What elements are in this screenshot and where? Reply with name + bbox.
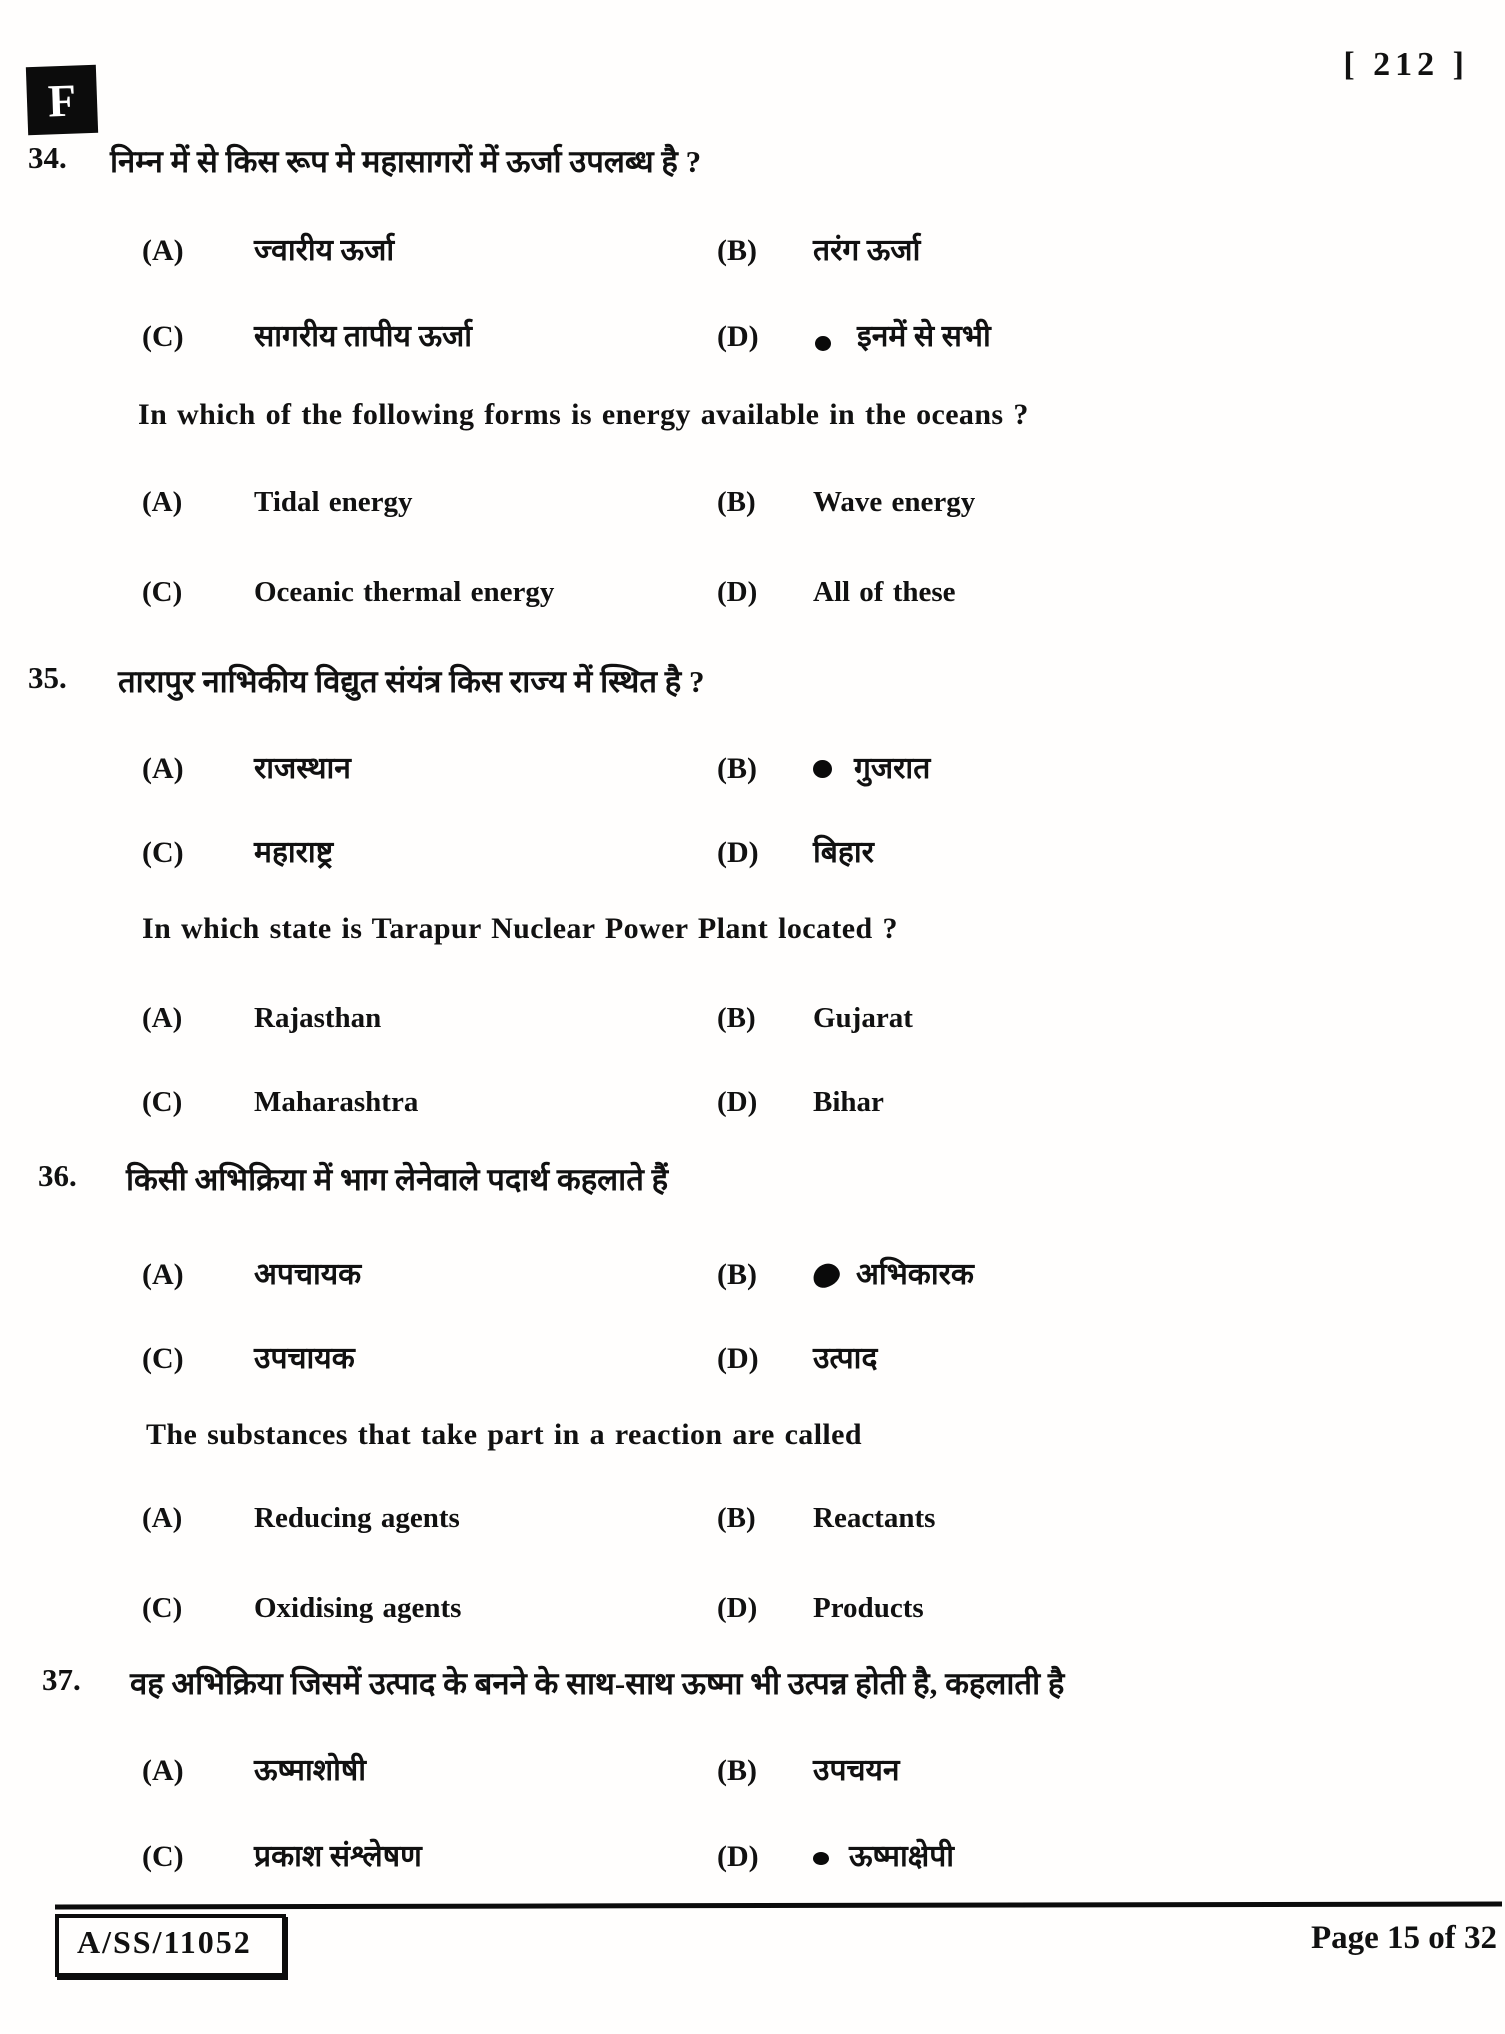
option-cell — [813, 1252, 1485, 1293]
option-text: Rajasthan — [254, 1002, 382, 1034]
booklet-number: [ 212 ] — [1343, 46, 1469, 83]
option-label: (D) — [717, 1086, 758, 1118]
answer-mark-icon — [815, 336, 831, 351]
question-35-hindi-options-row-1 — [142, 746, 1485, 798]
option-text: Oceanic thermal energy — [254, 576, 555, 608]
option-label: (D) — [717, 836, 759, 869]
question-34-english-options-row-1 — [142, 486, 1485, 538]
option-label: (B) — [717, 1502, 756, 1534]
question-36-hindi-text-row — [0, 1158, 1505, 1210]
option-label: (D) — [717, 1592, 758, 1624]
question-number: 37. — [42, 1662, 81, 1697]
question-36-hindi-options-row-2 — [142, 1336, 1485, 1388]
option-text: उत्पाद — [813, 1342, 878, 1375]
option-label: (B) — [717, 234, 757, 267]
option-label: (D) — [717, 1342, 759, 1375]
question-34-english-text-row — [0, 398, 1505, 450]
option-text: बिहार — [813, 836, 874, 869]
option-label: (D) — [717, 1840, 759, 1873]
option-label: (C) — [142, 1592, 183, 1624]
option-label: (B) — [717, 1002, 756, 1034]
question-number: 35. — [28, 660, 67, 695]
option-label: (A) — [142, 1258, 184, 1291]
form-code-label: F — [47, 74, 77, 126]
question-37-hindi-options-row-2 — [142, 1834, 1485, 1886]
footer-divider-line — [55, 1901, 1502, 1909]
option-text: Reducing agents — [254, 1502, 460, 1534]
option-text: Wave energy — [813, 486, 976, 518]
question-37-hindi-options-row-1 — [142, 1748, 1485, 1800]
question-text-hindi: तारापुर नाभिकीय विद्युत संयंत्र किस राज्य में स्थित है ? — [118, 664, 705, 699]
option-text: Products — [813, 1592, 924, 1624]
option-text: All of these — [813, 576, 956, 608]
option-text: Reactants — [813, 1502, 936, 1534]
question-35-english-options-row-1 — [142, 1002, 1485, 1054]
option-label: (A) — [142, 1502, 183, 1534]
question-text-hindi: वह अभिक्रिया जिसमें उत्पाद के बनने के साथ-साथ ऊष्मा भी उत्पन्न होती है, कहलाती है — [130, 1666, 1065, 1701]
option-text: तरंग ऊर्जा — [813, 234, 921, 267]
option-label: (A) — [142, 1754, 184, 1787]
option-label: (B) — [717, 1258, 757, 1291]
option-text: उपचयन — [813, 1754, 900, 1787]
answer-mark-icon — [813, 760, 832, 778]
option-label: (C) — [142, 836, 184, 869]
option-text: Oxidising agents — [254, 1592, 462, 1624]
option-text: ऊष्माक्षेपी — [849, 1840, 955, 1873]
answer-mark-icon — [811, 1261, 843, 1290]
option-label: (A) — [142, 1002, 183, 1034]
option-text: ऊष्माशोषी — [254, 1754, 367, 1787]
option-cell — [813, 314, 1485, 355]
option-label: (C) — [142, 1342, 184, 1375]
question-36-english-options-row-2 — [142, 1592, 1485, 1644]
question-34-english-options-row-2 — [142, 576, 1485, 628]
option-text: राजस्थान — [254, 752, 351, 785]
option-text: इनमें से सभी — [857, 320, 991, 353]
question-35-hindi-text-row — [0, 660, 1505, 712]
option-label: (C) — [142, 320, 184, 353]
question-35-english-text-row — [0, 912, 1505, 964]
form-code-box — [26, 65, 98, 135]
option-label: (A) — [142, 234, 184, 267]
option-text: गुजरात — [854, 752, 931, 785]
question-35-hindi-options-row-2 — [142, 830, 1485, 882]
option-cell — [813, 746, 1485, 787]
question-36-english-text-row — [0, 1418, 1505, 1470]
question-35-english-options-row-2 — [142, 1086, 1485, 1138]
option-label: (C) — [142, 1086, 183, 1118]
option-text: अपचायक — [254, 1258, 362, 1291]
question-text-english: The substances that take part in a reaction are called — [146, 1418, 862, 1451]
page-number: Page 15 of 32 — [1310, 1920, 1497, 1956]
option-label: (D) — [717, 320, 759, 353]
option-label: (C) — [142, 576, 183, 608]
option-text: सागरीय तापीय ऊर्जा — [254, 320, 473, 353]
option-text: महाराष्ट्र — [254, 836, 334, 869]
option-text: प्रकाश संश्लेषण — [254, 1840, 422, 1873]
option-label: (A) — [142, 486, 183, 518]
question-text-hindi: किसी अभिक्रिया में भाग लेनेवाले पदार्थ कहलाते हैं — [126, 1162, 669, 1197]
question-34-hindi-options-row-1 — [142, 228, 1485, 280]
option-label: (C) — [142, 1840, 184, 1873]
question-text-hindi: निम्न में से किस रूप मे महासागरों में ऊर्जा उपलब्ध है ? — [110, 144, 702, 179]
option-label: (B) — [717, 1754, 757, 1787]
option-text: उपचायक — [254, 1342, 355, 1375]
question-36-hindi-options-row-1 — [142, 1252, 1485, 1304]
question-text-english: In which of the following forms is energy available in the oceans ? — [138, 398, 1029, 431]
paper-code: A/SS/11052 — [55, 1914, 286, 1977]
option-text: अभिकारक — [856, 1258, 974, 1291]
answer-mark-icon — [813, 1852, 829, 1865]
option-label: (D) — [717, 576, 758, 608]
question-number: 34. — [28, 140, 67, 175]
option-cell — [813, 1834, 1485, 1875]
question-number: 36. — [38, 1158, 77, 1193]
option-label: (B) — [717, 752, 757, 785]
option-text: Tidal energy — [254, 486, 413, 518]
option-text: Gujarat — [813, 1002, 913, 1034]
option-text: Bihar — [813, 1086, 884, 1118]
question-36-english-options-row-1 — [142, 1502, 1485, 1554]
question-37-hindi-text-row — [0, 1662, 1505, 1714]
option-text: Maharashtra — [254, 1086, 419, 1118]
option-label: (A) — [142, 752, 184, 785]
question-34-hindi-options-row-2 — [142, 314, 1485, 366]
question-34-hindi-text-row — [0, 140, 1505, 192]
option-text: ज्वारीय ऊर्जा — [254, 234, 395, 267]
option-label: (B) — [717, 486, 756, 518]
question-text-english: In which state is Tarapur Nuclear Power Plant located ? — [142, 912, 898, 945]
